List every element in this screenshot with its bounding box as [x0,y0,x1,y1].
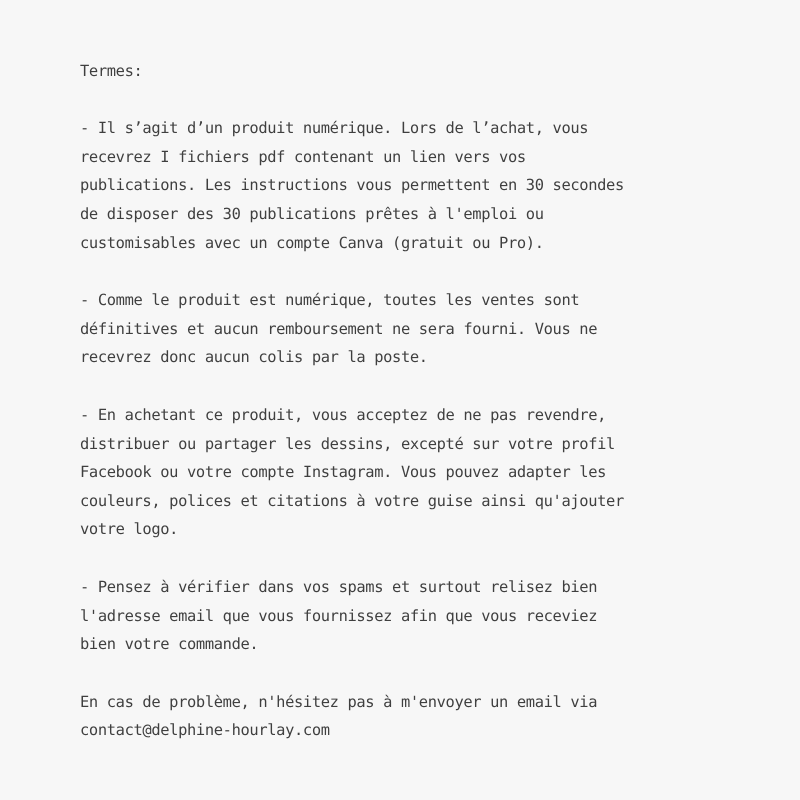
text-line: distribuer ou partager les dessins, excepté sur votre profil [80,434,615,453]
text-line: définitives et aucun remboursement ne sera fourni. Vous ne [80,319,598,338]
terms-heading: Termes: [80,62,143,80]
text-line: couleurs, polices et citations à votre guise ainsi qu'ajouter [80,491,624,510]
text-line: - Pensez à vérifier dans vos spams et surtout relisez bien [80,577,598,596]
text-line: recevrez I fichiers pdf contenant un lien vers vos [80,147,526,166]
text-line: - En achetant ce produit, vous acceptez de ne pas revendre, [80,405,607,424]
terms-paragraph-usage-rights [80,401,760,544]
text-line: de disposer des 30 publications prêtes à l'emploi ou [80,204,544,223]
terms-paragraph-digital-product [80,114,760,257]
text-line: - Il s’agit d’un produit numérique. Lors de l’achat, vous [80,119,589,138]
text-line: En cas de problème, n'hésitez pas à m'envoyer un email via [80,692,598,711]
text-line: customisables avec un compte Canva (gratuit ou Pro). [80,233,544,252]
terms-document [80,57,760,745]
text-line: bien votre commande. [80,635,259,654]
terms-paragraph-no-refund [80,286,760,372]
text-line: l'adresse email que vous fournissez afin que vous receviez [80,606,598,625]
terms-paragraph-check-email [80,573,760,659]
text-line: recevrez donc aucun colis par la poste. [80,348,428,367]
contact-email: contact@delphine-hourlay.com [80,721,330,740]
text-line: Facebook ou votre compte Instagram. Vous pouvez adapter les [80,463,607,482]
text-line: - Comme le produit est numérique, toutes les ventes sont [80,291,580,310]
text-line: publications. Les instructions vous permettent en 30 secondes [80,176,624,195]
text-line: votre logo. [80,520,179,539]
contact-paragraph [80,688,760,745]
